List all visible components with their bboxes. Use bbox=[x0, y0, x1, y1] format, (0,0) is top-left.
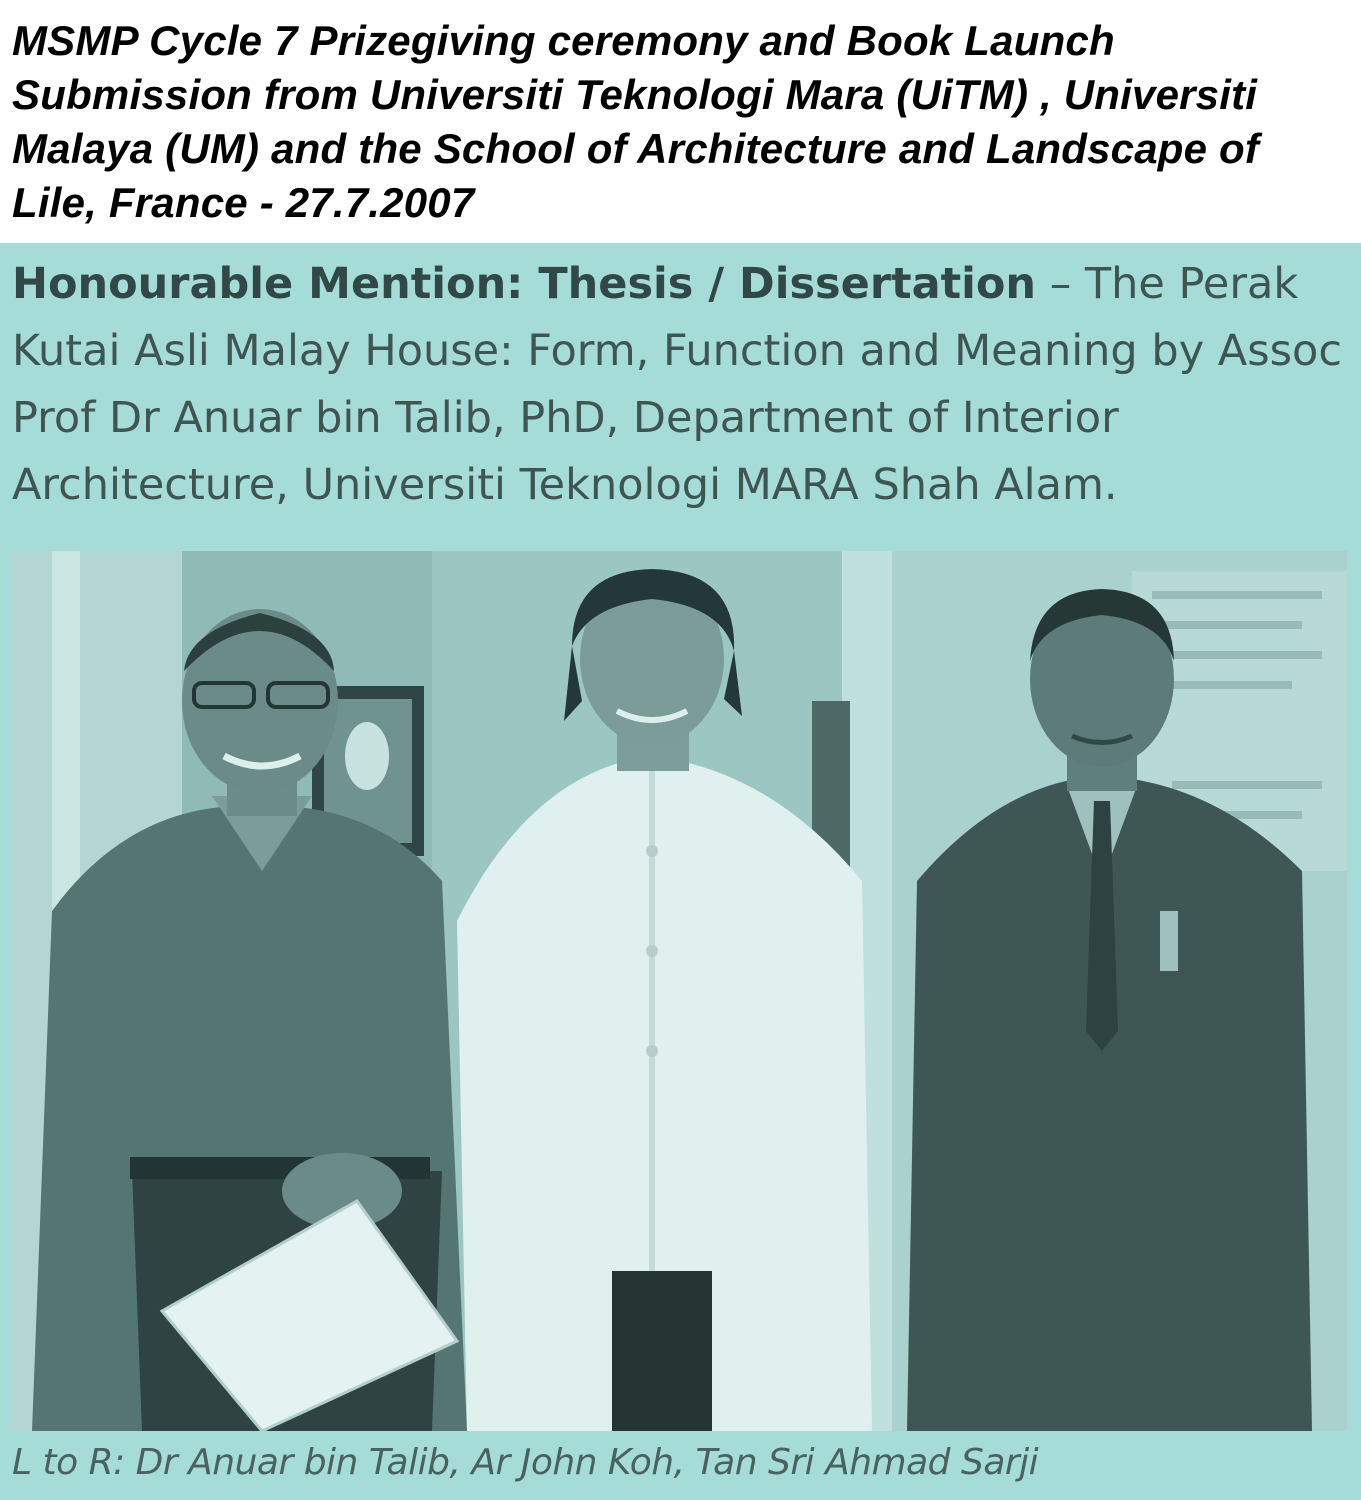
award-heading: Honourable Mention: Thesis / Dissertation bbox=[12, 259, 1037, 309]
award-article bbox=[12, 251, 1342, 519]
photo-caption: L to R: Dr Anuar bin Talib, Ar John Koh, Tan Sri Ahmad Sarji bbox=[12, 1442, 1039, 1483]
ceremony-photo-illustration bbox=[12, 551, 1347, 1431]
ceremony-photo bbox=[12, 551, 1347, 1431]
page-title: MSMP Cycle 7 Prizegiving ceremony and Book Launch Submission from Universiti Teknologi Mara (UiTM) , Universiti Malaya (UM) and the School of Architecture and Landscape of Lile, France - 27.7.2007 bbox=[12, 17, 1260, 226]
award-description: – The Perak Kutai Asli Malay House: Form, Function and Meaning by Assoc Prof Dr Anuar bin Talib, PhD, Department of Interior Architecture, Universiti Teknologi MARA Shah Alam. bbox=[12, 259, 1342, 510]
newspaper-clipping bbox=[0, 243, 1361, 1500]
page-header bbox=[0, 0, 1361, 243]
